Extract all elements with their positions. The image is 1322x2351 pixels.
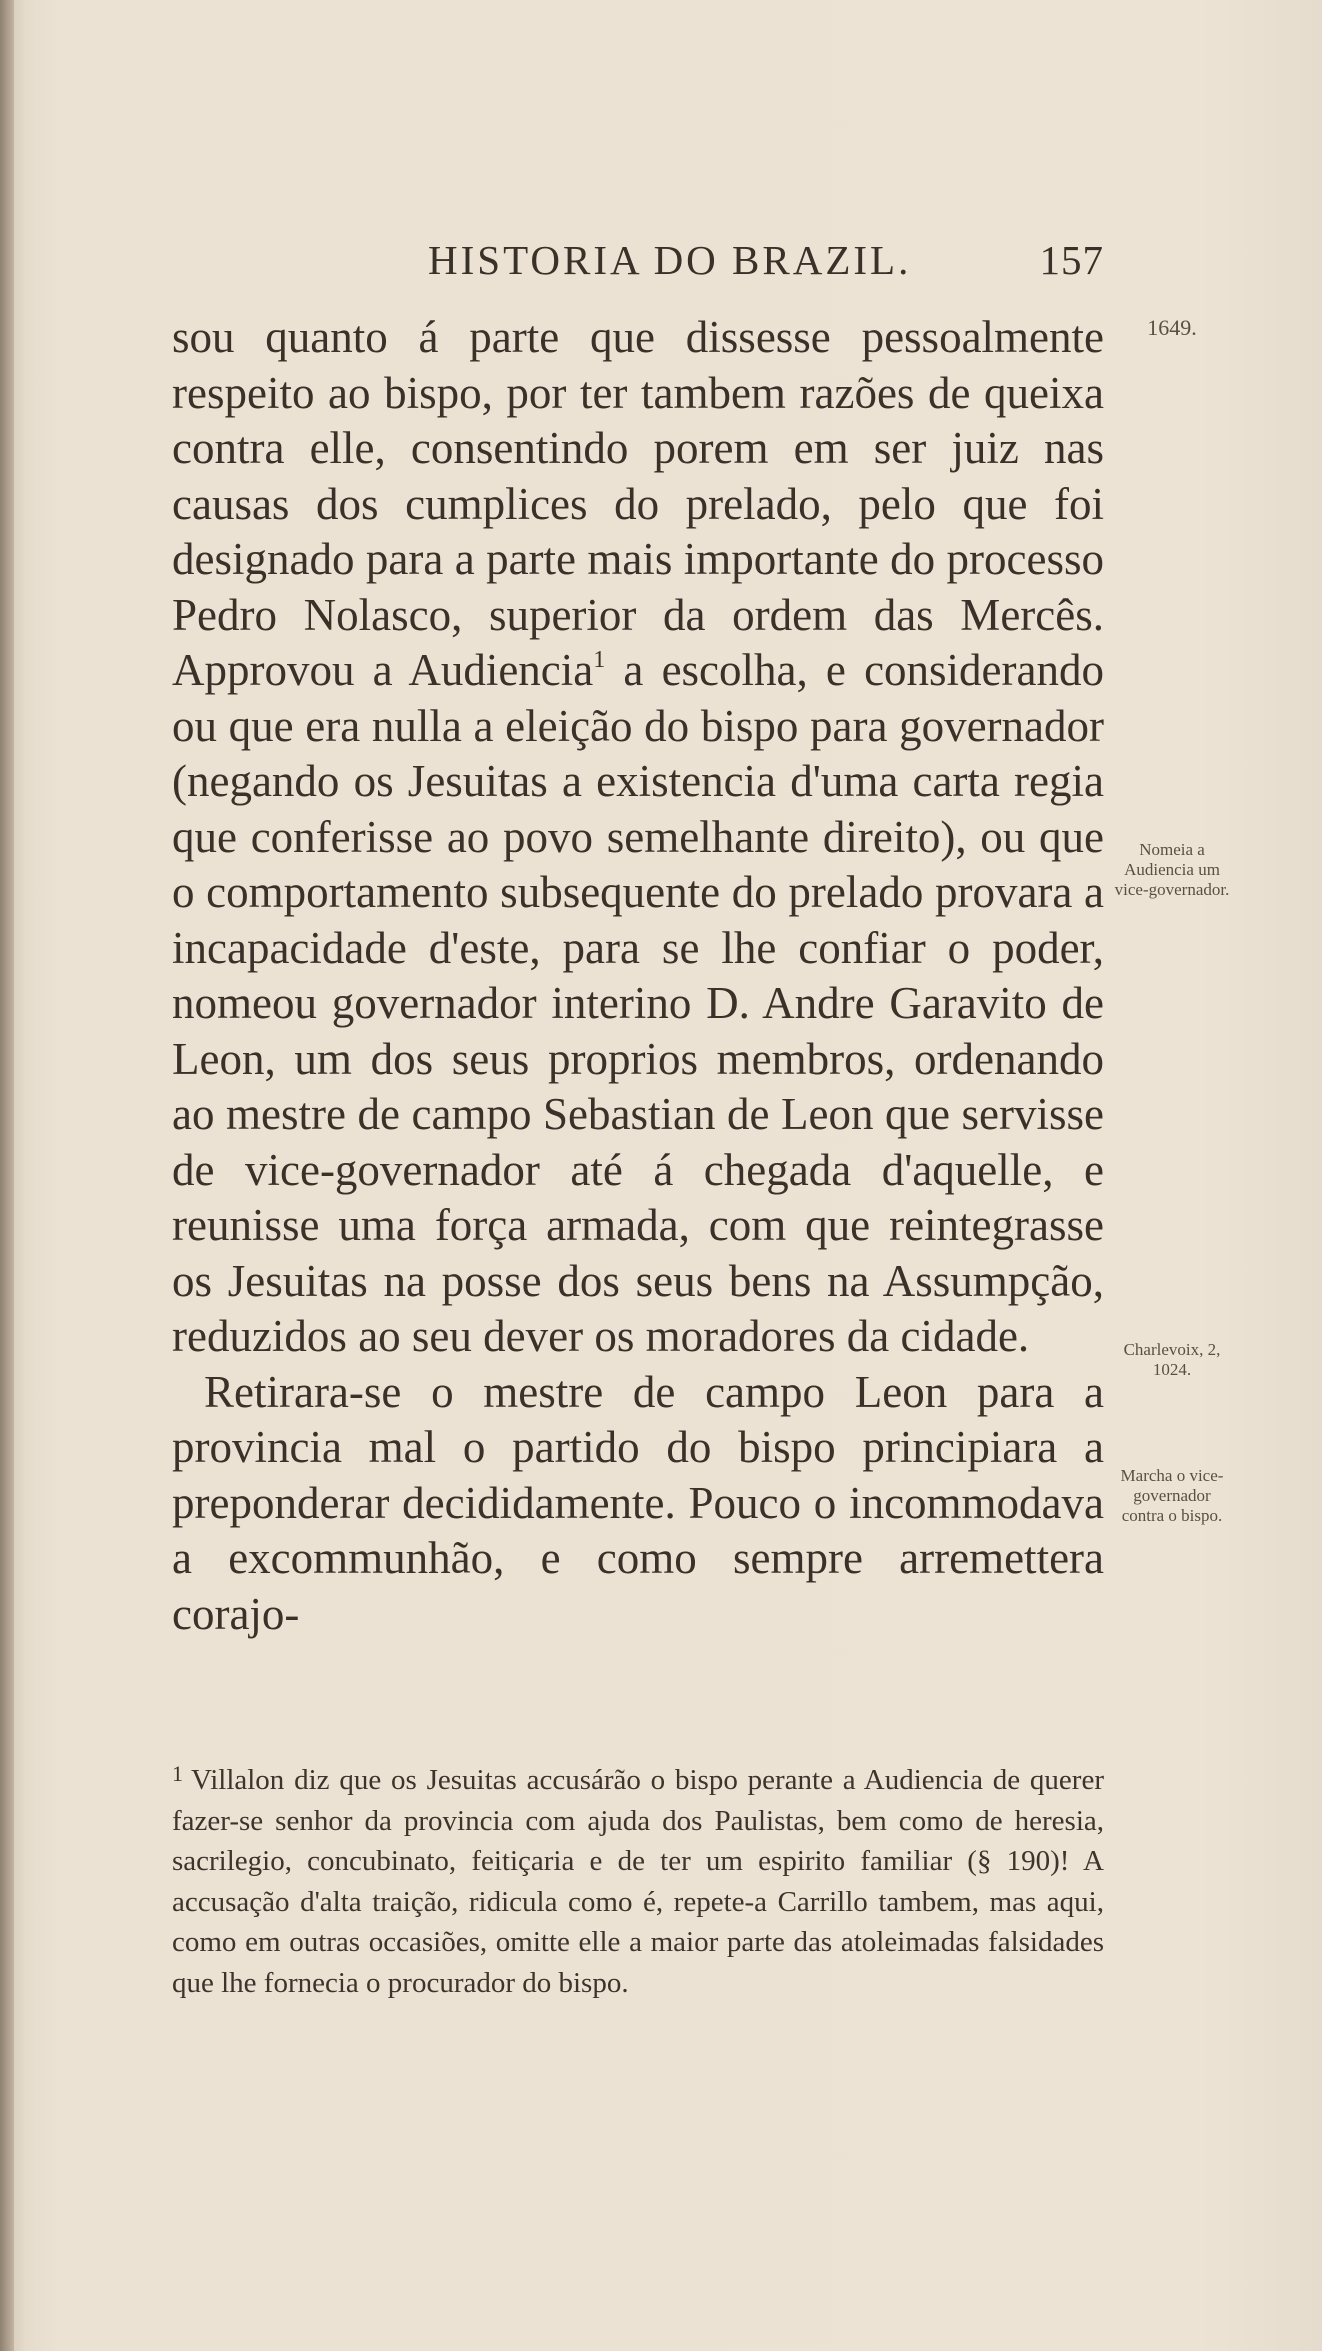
margin-note: Marcha o vice-governador contra o bispo. <box>1120 1466 1224 1525</box>
footnote-marker: 1 <box>172 1761 183 1786</box>
page-number: 157 <box>1039 237 1104 283</box>
footnote-text: Villalon diz que os Jesuitas accusárão o bispo perante a Audiencia de querer fazer-se senhor da provincia com ajuda dos Paulistas, bem como de heresia, sacrilegio, concubinato, feitiçaria e de ter um espirito familiar (§ 190)! A accusação d'alta traição, ridicula como é, repete-a Carrillo tambem, mas aqui, como em outras occasiões, omitte elle a maior parte das atoleimadas falsidades que lhe fornecia o procurador do bispo. <box>172 1764 1104 1999</box>
paragraph-text: a escolha, e considerando ou que era nulla a eleição do bispo para governador (negando os Jesuitas a existencia d'uma carta regia que conferisse ao povo semelhante direito), ou que o comportamento subsequente do prelado provara a incapacidade d'este, para se lhe confiar o poder, nomeou governador interino D. Andre Garavito de Leon, um dos seus proprios membros, ordenando ao mestre de campo Sebastian de Leon que servisse de vice-governador até á chegada d'aquelle, e reunisse uma força armada, com que reintegrasse os Jesuitas na posse dos seus bens na Assumpção, reduzidos ao seu dever os moradores da cidade. <box>172 645 1104 1361</box>
paragraph-text: sou quanto á parte que dissesse pessoalmente respeito ao bispo, por ter tambem razões de queixa contra elle, consentindo porem em ser juiz nas causas dos cumplices do prelado, pelo que foi designado para a parte mais importante do processo Pedro Nolasco, superior da ordem das Mercês. Approvou a Audiencia <box>172 312 1104 695</box>
margin-note: Nomeia a Audiencia um vice-governador. <box>1114 840 1230 899</box>
page-binding-edge <box>0 0 14 2351</box>
footnote <box>172 1754 1104 2003</box>
paragraph <box>172 310 1104 1365</box>
running-header <box>428 236 1104 296</box>
margin-note-year: 1649. <box>1147 315 1197 340</box>
margin-note: Charlevoix, 2, 1024. <box>1123 1340 1221 1379</box>
footnote-reference: 1 <box>593 647 606 673</box>
running-title: HISTORIA DO BRAZIL. <box>428 237 912 283</box>
paragraph: Retirara-se o mestre de campo Leon para a provincia mal o partido do bispo principiara a preponderar decididamente. Pouco o incommodava a excommunhão, e como sempre arremettera corajo- <box>172 1366 1104 1639</box>
main-text <box>172 310 1104 1642</box>
